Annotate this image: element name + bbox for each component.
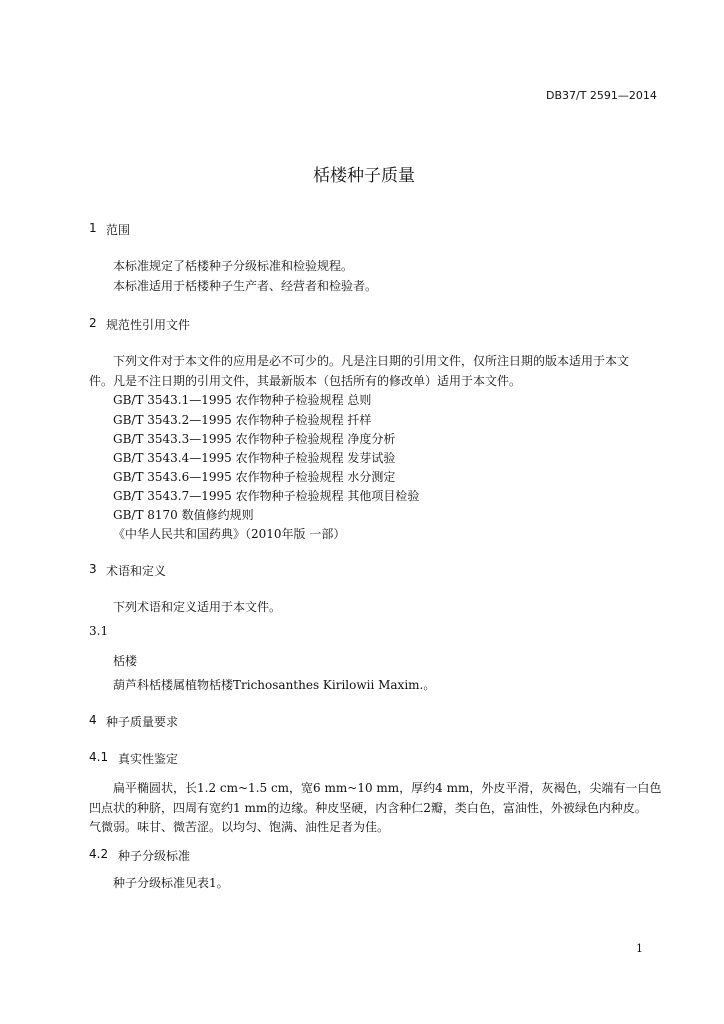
subsection-4-2-number: 4.2 [89, 847, 109, 861]
reference-item: GB/T 3543.6—1995 农作物种子检验规程 水分测定 [113, 470, 396, 484]
reference-item: GB/T 8170 数值修约规则 [113, 508, 254, 522]
subsection-4-1-line-2: 凹点状的种脐，四周有宽约1 mm的边缘。种皮坚硬，内含种仁2瓣，类白色，富油性，外被绿色内种皮。 [89, 801, 647, 815]
document-code: DB37/T 2591—2014 [546, 89, 657, 102]
section-1-number: 1 [89, 221, 97, 235]
subsection-4-1-line-1: 扁平椭圆状，长1.2 cm~1.5 cm，宽6 mm~10 mm，厚约4 mm，外皮平滑，灰褐色，尖端有一白色 [113, 781, 662, 795]
subsection-4-2-title: 种子分级标准 [118, 849, 191, 863]
section-2-intro-line-2: 件。凡是不注日期的引用文件，其最新版本（包括所有的修改单）适用于本文件。 [89, 374, 522, 388]
section-4-title: 种子质量要求 [106, 715, 179, 729]
reference-item: GB/T 3543.4—1995 农作物种子检验规程 发芽试验 [113, 451, 396, 465]
section-2-title: 规范性引用文件 [106, 318, 191, 332]
term-number: 3.1 [89, 624, 109, 638]
section-2-intro-line-1: 下列文件对于本文件的应用是必不可少的。凡是注日期的引用文件，仅所注日期的版本适用于本文 [113, 354, 630, 368]
section-3-intro: 下列术语和定义适用于本文件。 [113, 600, 282, 614]
section-1-title: 范围 [106, 223, 131, 237]
section-3-title: 术语和定义 [106, 564, 167, 578]
section-1-line-2: 本标准适用于栝楼种子生产者、经营者和检验者。 [113, 279, 378, 293]
subsection-4-1-line-3: 气微弱。味甘、微苦涩。以均匀、饱满、油性足者为佳。 [89, 820, 390, 834]
subsection-4-1-number: 4.1 [89, 750, 109, 764]
reference-item: 《中华人民共和国药典》（2010年版 一部） [113, 527, 346, 541]
reference-item: GB/T 3543.3—1995 农作物种子检验规程 净度分析 [113, 432, 396, 446]
term-name: 栝楼 [113, 654, 138, 668]
page-title: 栝楼种子质量 [313, 166, 415, 186]
subsection-4-2-text: 种子分级标准见表1。 [113, 876, 229, 890]
section-4-number: 4 [89, 713, 97, 727]
section-3-number: 3 [89, 562, 97, 576]
section-1-line-1: 本标准规定了栝楼种子分级标准和检验规程。 [113, 259, 354, 273]
reference-item: GB/T 3543.7—1995 农作物种子检验规程 其他项目检验 [113, 489, 420, 503]
section-2-number: 2 [89, 316, 97, 330]
reference-item: GB/T 3543.2—1995 农作物种子检验规程 扦样 [113, 413, 372, 427]
subsection-4-1-title: 真实性鉴定 [118, 752, 179, 766]
term-definition: 葫芦科栝楼属植物栝楼Trichosanthes Kirilowii Maxim.。 [113, 678, 436, 692]
reference-item: GB/T 3543.1—1995 农作物种子检验规程 总则 [113, 393, 372, 407]
page-number: 1 [636, 942, 643, 955]
